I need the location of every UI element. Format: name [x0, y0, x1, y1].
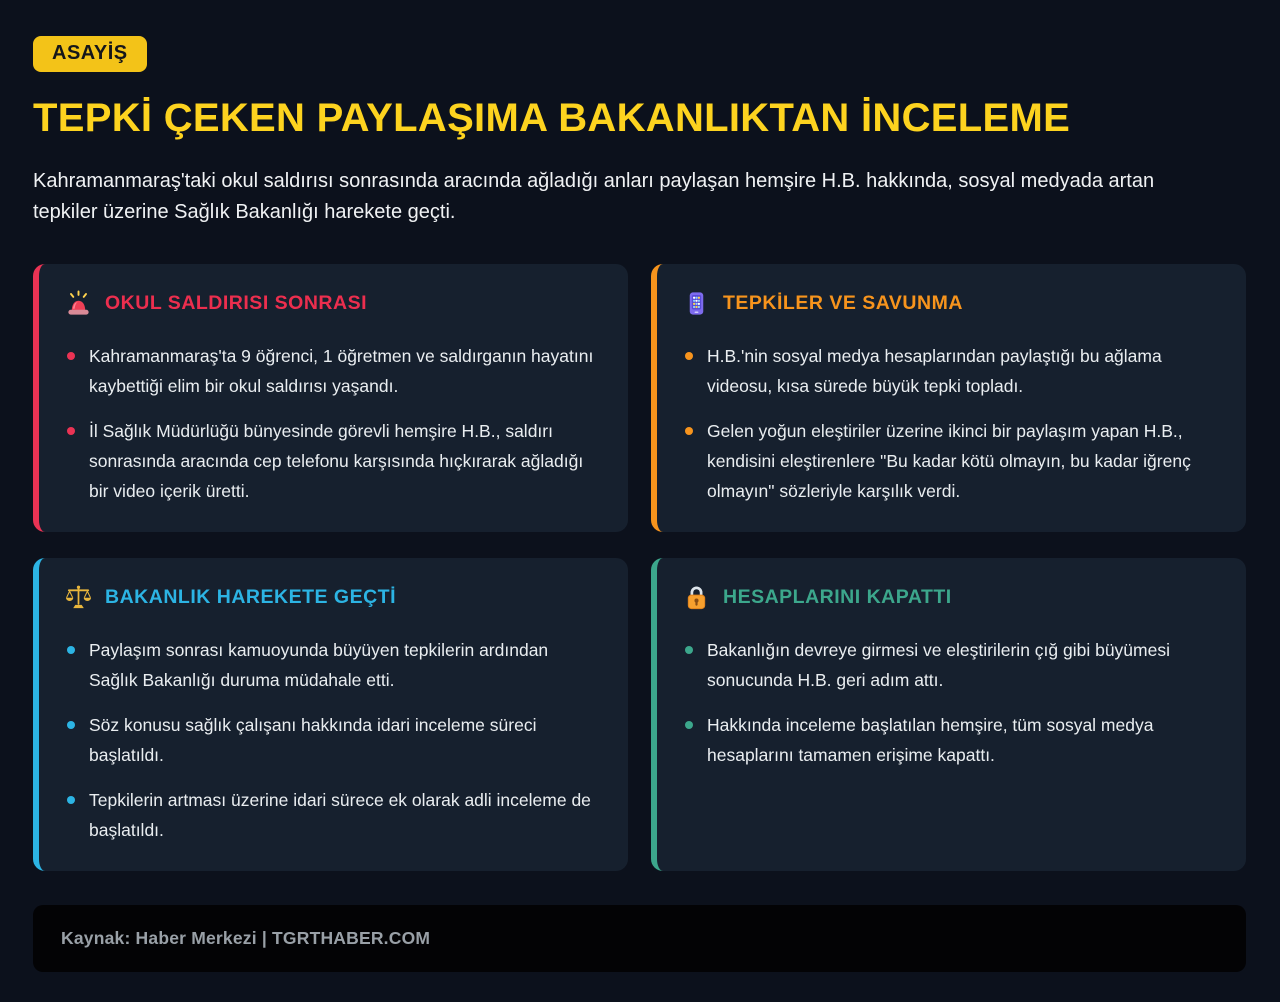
bullet-text: H.B.'nin sosyal medya hesaplarından paylaştığı bu ağlama videosu, kısa sürede büyük tepki topladı. — [707, 346, 1162, 396]
card-title: BAKANLIK HAREKETE GEÇTİ — [105, 586, 397, 608]
card-title: OKUL SALDIRISI SONRASI — [105, 292, 367, 314]
bullet-item — [683, 710, 1216, 770]
footer-text: Kaynak: Haber Merkezi | TGRTHABER.COM — [61, 928, 431, 948]
category-badge: ASAYİŞ — [33, 36, 147, 72]
bullet-text: Kahramanmaraş'ta 9 öğrenci, 1 öğretmen ve saldırganın hayatını kaybettiği elim bir okul saldırısı yaşandı. — [89, 346, 594, 396]
bullet-item — [683, 416, 1216, 506]
bullet-item — [65, 416, 598, 506]
bullet-text: Paylaşım sonrası kamuoyunda büyüyen tepkilerin ardından Sağlık Bakanlığı duruma müdahale etti. — [89, 640, 549, 690]
card-header — [683, 584, 1216, 611]
bullet-text: Bakanlığın devreye girmesi ve eleştirilerin çığ gibi büyümesi sonucunda H.B. geri adım attı. — [707, 640, 1170, 690]
card-bakanlik-harekete-gecti — [33, 558, 628, 871]
bullet-list — [683, 635, 1216, 770]
card-okul-saldirisi-sonrasi — [33, 264, 628, 532]
footer-bar — [33, 905, 1246, 972]
bullet-text: Tepkilerin artması üzerine idari sürece ek olarak adli inceleme de başlatıldı. — [89, 790, 591, 840]
scales-icon — [65, 584, 92, 611]
bullet-item — [683, 635, 1216, 695]
bullet-item — [683, 341, 1216, 401]
page-subtitle: Kahramanmaraş'taki okul saldırısı sonrasında aracında ağladığı anları paylaşan hemşire H.B. hakkında, sosyal medyada artan tepkiler üzerine Sağlık Bakanlığı harekete geçti. — [33, 170, 1155, 223]
bullet-list — [65, 341, 598, 506]
bullet-text: Hakkında inceleme başlatılan hemşire, tüm sosyal medya hesaplarını tamamen erişime kapattı. — [707, 715, 1154, 765]
bullet-text: Söz konusu sağlık çalışanı hakkında idari inceleme süreci başlatıldı. — [89, 715, 537, 765]
card-title: TEPKİLER VE SAVUNMA — [723, 292, 963, 314]
card-hesaplarini-kapatti — [651, 558, 1246, 871]
card-header — [683, 290, 1216, 317]
bullet-item — [65, 341, 598, 401]
card-tepkiler-ve-savunma — [651, 264, 1246, 532]
page-title: TEPKİ ÇEKEN PAYLAŞIMA BAKANLIKTAN İNCELEME — [33, 96, 1071, 140]
lock-icon — [683, 584, 710, 611]
card-header — [65, 584, 598, 611]
card-title: HESAPLARINI KAPATTI — [723, 586, 952, 608]
bullet-text: Gelen yoğun eleştiriler üzerine ikinci bir paylaşım yapan H.B., kendisini eleştirenlere "Bu kadar kötü olmayın, bu kadar iğrenç olmayın" sözleriyle karşılık verdi. — [707, 421, 1191, 501]
phone-icon — [683, 290, 710, 317]
siren-icon — [65, 290, 92, 317]
bullet-text: İl Sağlık Müdürlüğü bünyesinde görevli hemşire H.B., saldırı sonrasında aracında cep telefonu karşısında hıçkırarak ağladığı bir video içerik üretti. — [89, 421, 584, 501]
cards-grid — [33, 264, 1246, 871]
bullet-item — [65, 710, 598, 770]
bullet-list — [683, 341, 1216, 506]
bullet-list — [65, 635, 598, 845]
card-header — [65, 290, 598, 317]
bullet-item — [65, 785, 598, 845]
bullet-item — [65, 635, 598, 695]
